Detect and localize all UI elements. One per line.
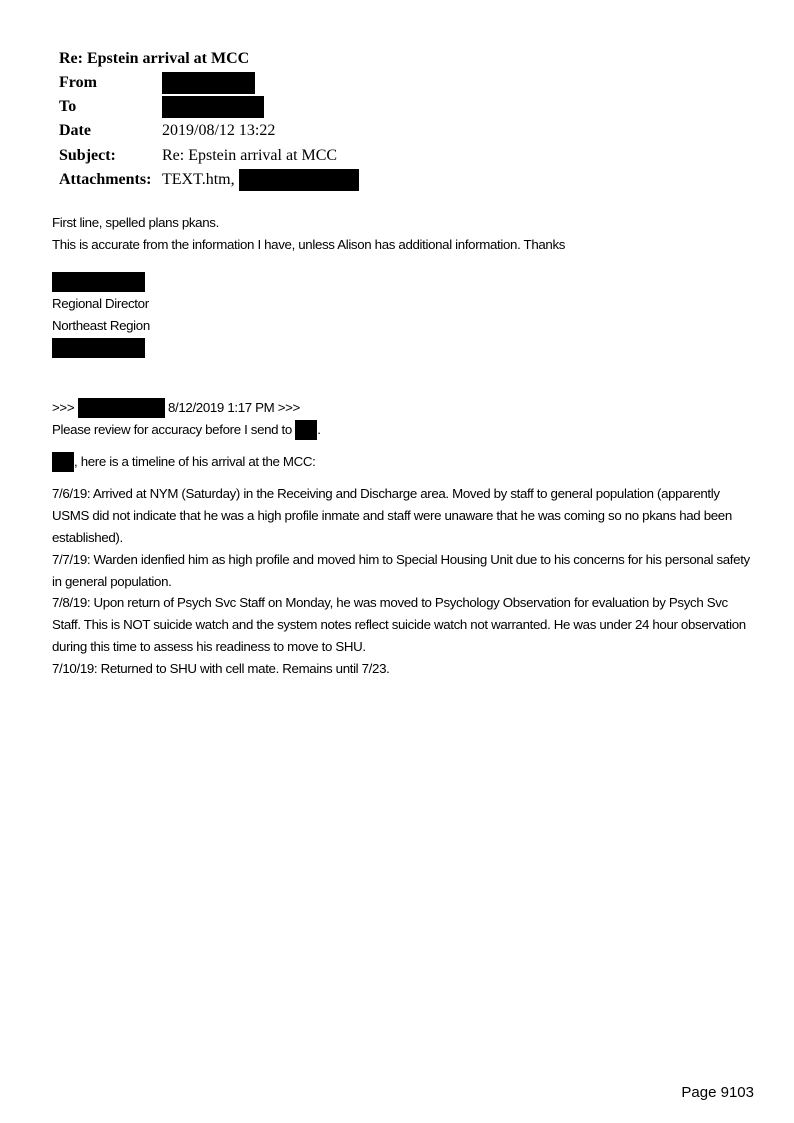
page-number: Page 9103	[681, 1084, 754, 1101]
signature-title: Regional Director	[52, 295, 149, 311]
redaction	[78, 398, 165, 418]
signature	[52, 271, 752, 358]
reply-body	[52, 212, 752, 256]
redaction	[239, 169, 359, 191]
subject-label: Subject:	[59, 147, 116, 164]
reply-line: This is accurate from the information I have, unless Alison has additional information. Thanks	[52, 236, 566, 252]
redaction	[295, 420, 317, 440]
timeline-entry: 7/10/19: Returned to SHU with cell mate. Remains until 7/23.	[52, 660, 390, 676]
signature-region: Northeast Region	[52, 317, 150, 333]
email-title: Re: Epstein arrival at MCC	[59, 50, 250, 67]
request-text: Please review for accuracy before I send to	[52, 421, 292, 437]
timeline-entry: 7/8/19: Upon return of Psych Svc Staff on Monday, he was moved to Psychology Observation for evaluation by Psych Svc Staff. This is NOT suicide watch and the system notes reflect suicide watch not warranted. He was under 24 hour observation during this time to assess his readiness to move to SHU.	[52, 595, 746, 654]
redaction	[162, 72, 255, 94]
quoted-message	[52, 397, 752, 680]
from-label: From	[59, 74, 97, 91]
quote-timestamp: 8/12/2019 1:17 PM >>>	[167, 400, 300, 415]
timeline-intro: , here is a timeline of his arrival at the MCC:	[74, 453, 316, 469]
period: .	[317, 421, 321, 437]
attachments-value[interactable]: TEXT.htm,	[162, 171, 235, 188]
quote-prefix: >>>	[52, 400, 75, 415]
redaction	[162, 96, 264, 118]
reply-line: First line, spelled plans pkans.	[52, 215, 219, 230]
redaction	[52, 338, 145, 358]
date-label: Date	[59, 122, 91, 139]
timeline-entry: 7/6/19: Arrived at NYM (Saturday) in the Receiving and Discharge area. Moved by staff to general population (apparently USMS did not indicate that he was a high profile inmate and staff were unaware that he was coming so no pkans had been established).	[52, 486, 732, 545]
attachments-label: Attachments:	[59, 171, 152, 188]
redaction	[52, 272, 145, 292]
to-label: To	[59, 98, 77, 115]
date-value: 2019/08/12 13:22	[162, 122, 276, 139]
subject-value: Re: Epstein arrival at MCC	[162, 147, 338, 164]
redaction	[52, 452, 74, 472]
timeline-entry: 7/7/19: Warden idenfied him as high profile and moved him to Special Housing Unit due to his concerns for his personal safety in general population.	[52, 551, 750, 589]
